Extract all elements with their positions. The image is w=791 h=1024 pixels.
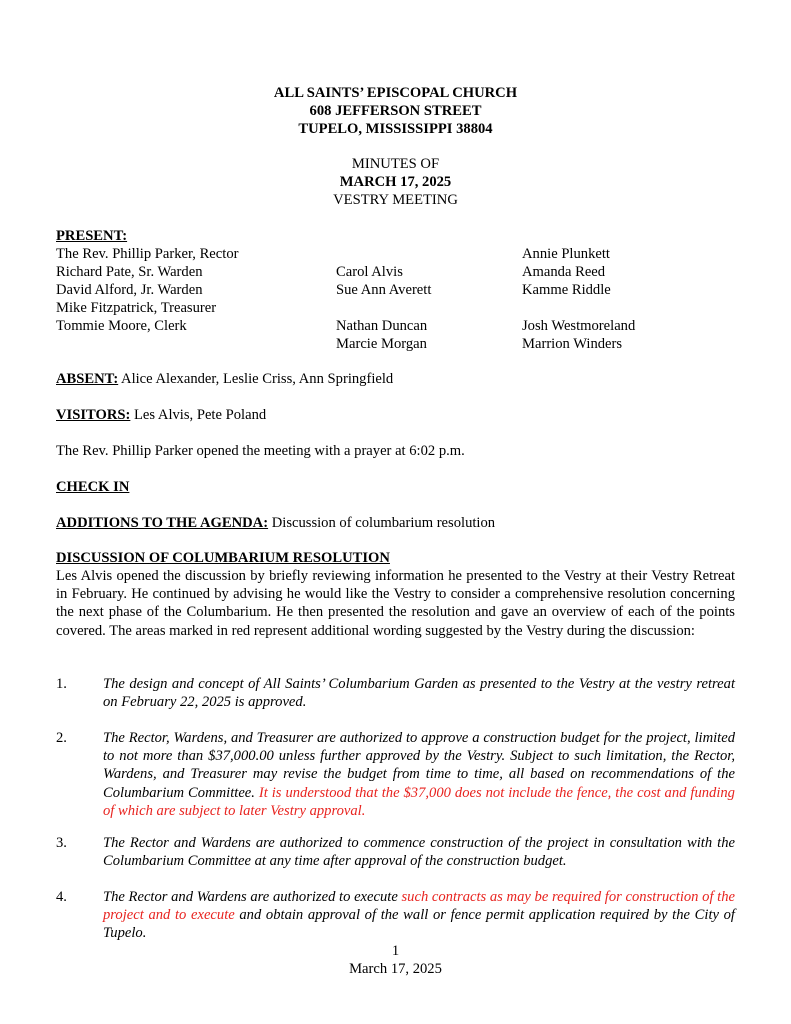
opening-text: The Rev. Phillip Parker opened the meeting with a prayer at 6:02 p.m. bbox=[56, 443, 465, 459]
church-street: 608 JEFFERSON STREET bbox=[309, 103, 482, 119]
visitors-line bbox=[56, 406, 266, 424]
present-heading: PRESENT: bbox=[56, 228, 128, 244]
item-text-black: The Rector, Wardens, and Treasurer are authorized to approve a construction budget for the project, limited to not more than $37,000.00 unless further approved by the Vestry. Subject to such limitation, the Rector, Wardens, and Treasurer may revise the budget from time to time, all based on recommendations of the Columbarium Committee. bbox=[103, 730, 735, 801]
item-text bbox=[103, 729, 735, 820]
present-member: David Alford, Jr. Warden bbox=[56, 282, 203, 298]
item-number: 2. bbox=[56, 730, 67, 746]
present-member: The Rev. Phillip Parker, Rector bbox=[56, 246, 239, 262]
item-number: 4. bbox=[56, 889, 67, 905]
meeting-type: VESTRY MEETING bbox=[333, 192, 458, 208]
present-member: Josh Westmoreland bbox=[522, 318, 636, 334]
item-number: 3. bbox=[56, 835, 67, 851]
item-text-pre: The Rector and Wardens are authorized to execute bbox=[103, 889, 402, 905]
item-text-red: It is understood that the $37,000 does not include the fence, the cost and funding of which are subject to later Vestry approval. bbox=[103, 784, 735, 819]
present-member: Nathan Duncan bbox=[336, 318, 428, 334]
minutes-of: MINUTES OF bbox=[351, 156, 440, 172]
item-number: 1. bbox=[56, 676, 67, 692]
item-text-red: such contracts as may be required for construction of the project and to execute bbox=[103, 889, 735, 924]
present-member: Marrion Winders bbox=[522, 336, 623, 352]
present-member: Tommie Moore, Clerk bbox=[56, 318, 187, 334]
absent-text: Alice Alexander, Leslie Criss, Ann Springfield bbox=[118, 371, 394, 387]
present-member: Marcie Morgan bbox=[336, 336, 427, 352]
present-member: Amanda Reed bbox=[522, 264, 606, 280]
check-in-heading: CHECK IN bbox=[56, 479, 130, 495]
church-name: ALL SAINTS’ EPISCOPAL CHURCH bbox=[273, 85, 518, 101]
additions-line bbox=[56, 514, 495, 532]
meeting-date: MARCH 17, 2025 bbox=[339, 174, 452, 190]
item-text: The Rector and Wardens are authorized to commence construction of the project in consultation with the Columbarium Committee at any time after approval of the construction budget. bbox=[103, 835, 735, 870]
item-text: The design and concept of All Saints’ Columbarium Garden as presented to the Vestry at the vestry retreat on February 22, 2025 is approved. bbox=[103, 676, 735, 711]
additions-label: ADDITIONS TO THE AGENDA: bbox=[56, 515, 269, 531]
present-member: Annie Plunkett bbox=[522, 246, 610, 262]
discussion-paragraph: Les Alvis opened the discussion by briefly reviewing information he presented to the Vestry at their Vestry Retreat in February. He continued by advising he would like the Vestry to consider a comprehensive resolution concerning the next phase of the Columbarium. He then presented the resolution and gave an overview of each of the points covered. The areas marked in red represent additional wording suggested by the Vestry during the discussion: bbox=[56, 568, 735, 639]
additions-text: Discussion of columbarium resolution bbox=[268, 515, 496, 531]
discussion-heading: DISCUSSION OF COLUMBARIUM RESOLUTION bbox=[56, 550, 390, 566]
present-member: Carol Alvis bbox=[336, 264, 403, 280]
footer-date: March 17, 2025 bbox=[349, 961, 442, 977]
visitors-text: Les Alvis, Pete Poland bbox=[130, 407, 267, 423]
present-member: Sue Ann Averett bbox=[336, 282, 432, 298]
present-member: Richard Pate, Sr. Warden bbox=[56, 264, 203, 280]
church-city: TUPELO, MISSISSIPPI 38804 bbox=[298, 121, 493, 137]
present-member: Kamme Riddle bbox=[522, 282, 611, 298]
page-number: 1 bbox=[391, 943, 400, 959]
absent-line bbox=[56, 370, 393, 388]
item-text-post: and obtain approval of the wall or fence permit application required by the City of Tupelo. bbox=[103, 907, 735, 942]
visitors-label: VISITORS: bbox=[56, 407, 131, 423]
present-member: Mike Fitzpatrick, Treasurer bbox=[56, 300, 217, 316]
item-text bbox=[103, 888, 735, 943]
absent-label: ABSENT: bbox=[56, 371, 119, 387]
